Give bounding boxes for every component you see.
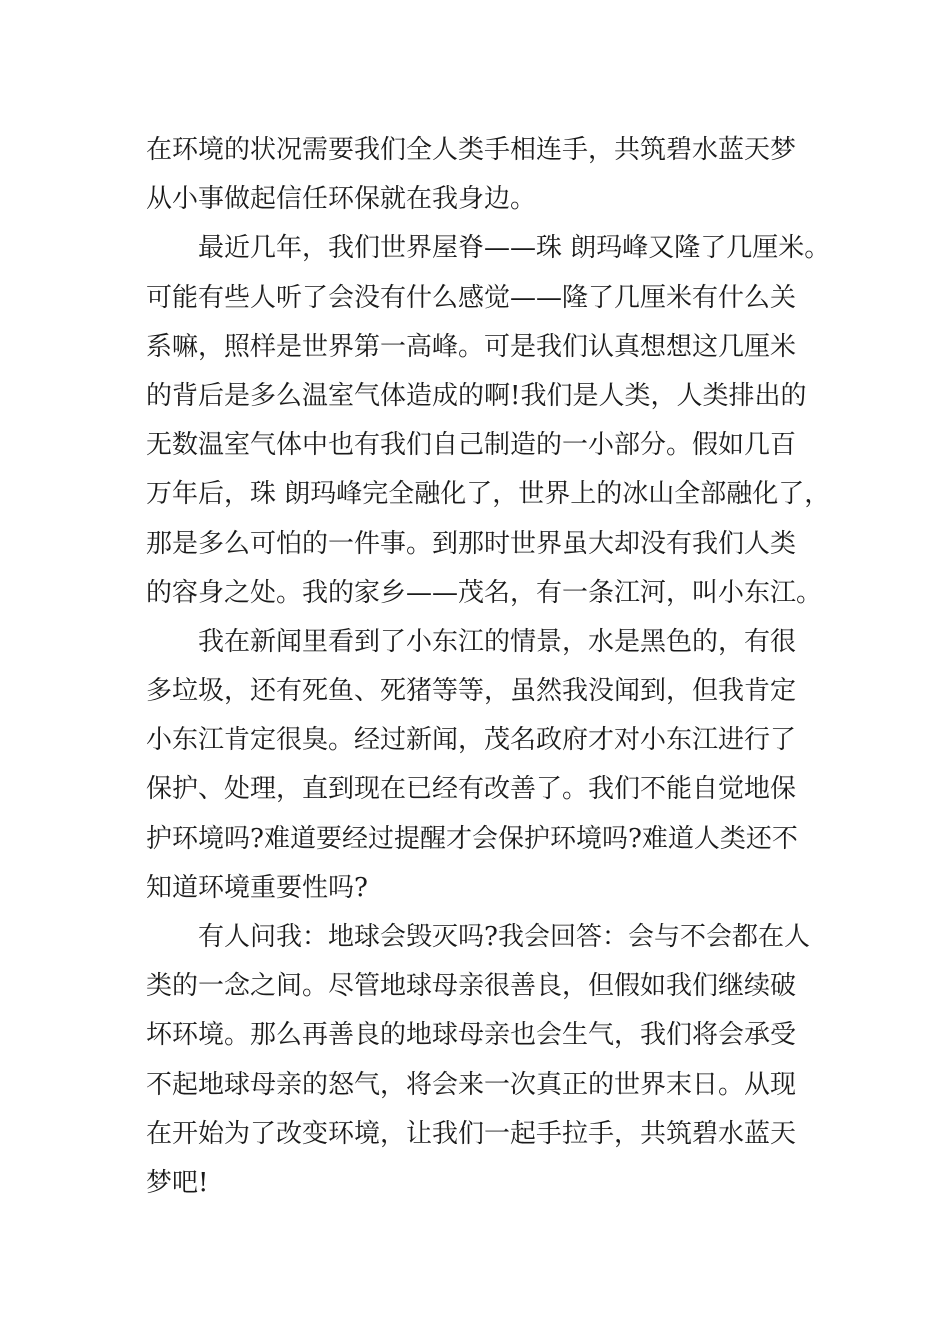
text-line: 梦吧! bbox=[146, 1167, 209, 1198]
text-line: 在开始为了改变环境，让我们一起手拉手，共筑碧水蓝天 bbox=[146, 1118, 797, 1149]
text-line: 多垃圾，还有死鱼、死猪等等，虽然我没闻到，但我肯定 bbox=[146, 676, 797, 707]
text-line: 坏环境。那么再善良的地球母亲也会生气，我们将会承受 bbox=[146, 1020, 797, 1051]
text-line: 的背后是多么温室气体造成的啊!我们是人类，人类排出的 bbox=[146, 380, 807, 411]
text-line: 系嘛，照样是世界第一高峰。可是我们认真想想这几厘米 bbox=[146, 331, 797, 362]
text-line: 小东江肯定很臭。经过新闻，茂名政府才对小东江进行了 bbox=[146, 725, 797, 756]
text-line: 从小事做起信任环保就在我身边。 bbox=[146, 184, 537, 215]
text-line: 类的一念之间。尽管地球母亲很善良，但假如我们继续破 bbox=[146, 971, 797, 1002]
text-line: 不起地球母亲的怒气，将会来一次真正的世界末日。从现 bbox=[146, 1069, 797, 1100]
paragraph-first-line: 我在新闻里看到了小东江的情景，水是黑色的，有很 bbox=[198, 626, 797, 657]
document-body bbox=[146, 126, 836, 1208]
text-line: 可能有些人听了会没有什么感觉——隆了几厘米有什么关 bbox=[146, 282, 797, 313]
text-line: 那是多么可怕的一件事。到那时世界虽大却没有我们人类 bbox=[146, 528, 797, 559]
text-line: 保护、处理，直到现在已经有改善了。我们不能自觉地保 bbox=[146, 774, 797, 805]
text-line: 的容身之处。我的家乡——茂名，有一条江河，叫小东江。 bbox=[146, 577, 823, 608]
text-line: 在环境的状况需要我们全人类手相连手，共筑碧水蓝天梦 bbox=[146, 135, 797, 165]
text-line: 知道环境重要性吗? bbox=[146, 872, 368, 903]
text-line: 无数温室气体中也有我们自己制造的一小部分。假如几百 bbox=[146, 430, 797, 461]
text-line: 护环境吗?难道要经过提醒才会保护环境吗?难道人类还不 bbox=[146, 823, 798, 854]
paragraph-first-line: 最近几年，我们世界屋脊——珠 朗玛峰又隆了几厘米。 bbox=[198, 233, 831, 264]
text-line: 万年后，珠 朗玛峰完全融化了，世界上的冰山全部融化了， bbox=[146, 479, 831, 510]
paragraph-first-line: 有人问我：地球会毁灭吗?我会回答：会与不会都在人 bbox=[198, 922, 810, 952]
